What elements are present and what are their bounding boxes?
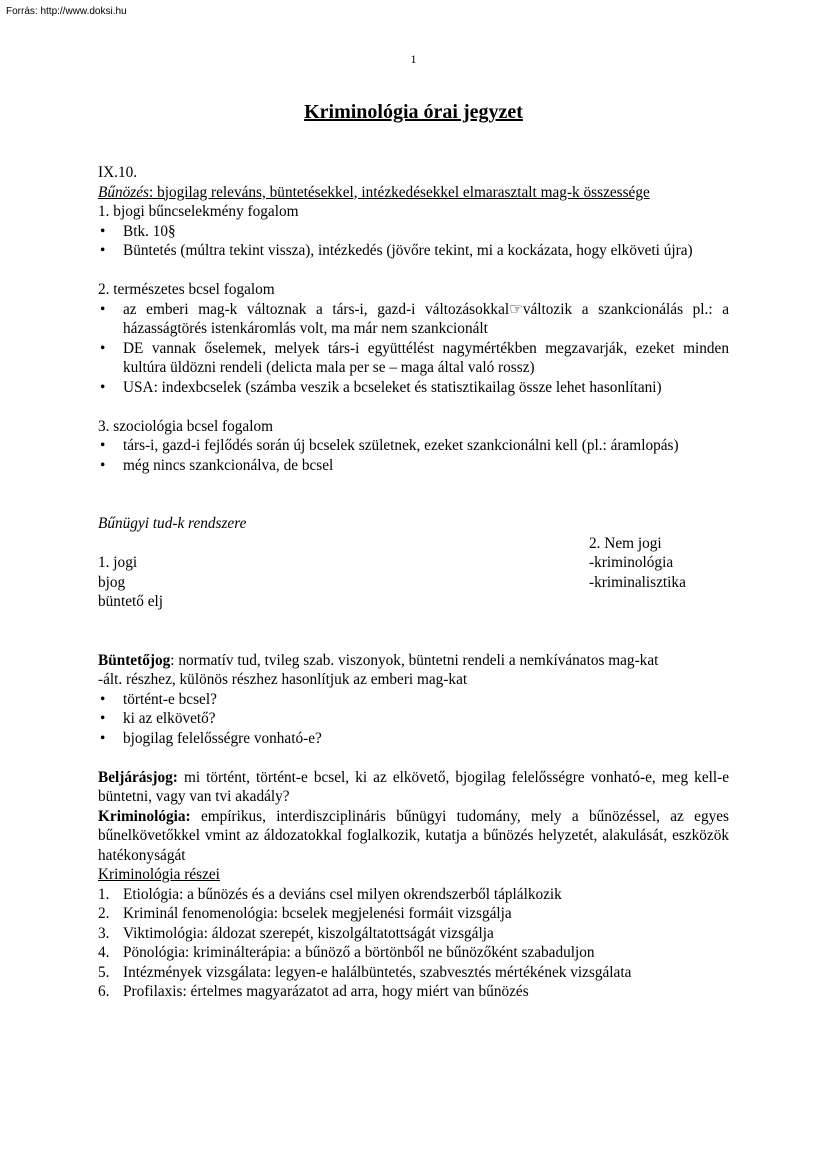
system-left-column [98, 534, 163, 612]
item-text: Kriminál fenomenológia: bcselek megjelenési formáit vizsgálja [123, 905, 512, 922]
page-title: Kriminológia órai jegyzet [304, 101, 523, 123]
list-item [98, 885, 729, 905]
section2-heading: 2. természetes bcsel fogalom [98, 281, 275, 298]
section2-list [98, 300, 729, 398]
list-item [98, 963, 729, 983]
section1-list [98, 222, 729, 261]
criminal-law-text: : normatív tud, tvileg szab. viszonyok, büntetni rendeli a nemkívánatos mag-kat [170, 651, 659, 669]
system-left-item: bjog [98, 573, 126, 591]
item-text: Intézmények vizsgálata: legyen-e halálbüntetés, szabvesztés mértékének vizsgálata [123, 963, 632, 981]
procedure-law-text: mi történt, történt-e bcsel, ki az elkövető, bjogilag felelősségre vonható-e, meg kell-e büntetni, vagy van tvi akadály? [98, 768, 729, 805]
item-text: Profilaxis: értelmes magyarázatot ad arra, hogy miért van bűnözés [123, 983, 529, 1000]
system-left-item: büntető elj [98, 593, 163, 610]
list-item: • ki az elkövető? [98, 709, 729, 729]
list-item [98, 943, 729, 963]
list-item [98, 924, 729, 944]
system-right-item: -kriminalisztika [589, 573, 686, 591]
parts-list [98, 885, 729, 1002]
system-columns [98, 534, 729, 612]
item-text: Viktimológia: áldozat szerepét, kiszolgáltatottságát vizsgálja [123, 924, 494, 942]
crime-term: Bűnözés [98, 183, 149, 201]
list-item [98, 904, 729, 924]
system-right-column [589, 534, 729, 612]
criminology-definition [98, 807, 729, 866]
section1-heading: 1. bjogi bűncselekmény fogalom [98, 203, 299, 220]
system-left-item: 1. jogi [98, 554, 138, 571]
item-number: 2. [98, 905, 110, 922]
item-text: Pönológia: kriminálterápia: a bűnöző a börtönből ne bűnözőként szabaduljon [123, 944, 595, 961]
criminal-law-term: Büntetőjog [98, 651, 171, 669]
source-label: Forrás: http://www.doksi.hu [6, 6, 127, 17]
list-item: • Btk. 10§ [98, 222, 729, 242]
parts-heading: Kriminológia részei [98, 866, 220, 883]
list-item: • DE vannak őselemek, melyek társ-i együttélést nagymértékben megzavarják, ezeket minden kultúra üldözni rendeli (delicta mala per se – maga által való rossz) [98, 339, 729, 378]
system-right-item: 2. Nem jogi [589, 534, 662, 552]
procedure-law-term: Beljárásjog: [98, 768, 178, 786]
document-body [98, 163, 729, 1002]
page-number: 1 [410, 52, 417, 66]
item-number: 5. [98, 963, 110, 981]
list-item: • még nincs szankcionálva, de bcsel [98, 456, 729, 476]
criminology-text: empírikus, interdiszciplináris bűnügyi tudomány, mely a bűnözéssel, az egyes bűnelkövetőkkel vmint az áldozatokkal foglalkozik, kutatja a bűnözés helyzetét, alakulását, eszközök hatékonyságát [98, 807, 729, 864]
criminal-law-line2: -ált. részhez, különös részhez hasonlítjuk az emberi mag-kat [98, 671, 468, 688]
criminology-term: Kriminológia: [98, 807, 191, 825]
section3-heading: 3. szociológia bcsel fogalom [98, 417, 274, 435]
item-text: Etiológia: a bűnözés és a deviáns csel milyen okrendszerből táplálkozik [123, 885, 562, 903]
item-number: 3. [98, 924, 110, 942]
system-title: Bűnügyi tud-k rendszere [98, 515, 247, 532]
item-number: 1. [98, 885, 110, 903]
section3-list [98, 436, 729, 475]
list-item: • bjogilag felelősségre vonható-e? [98, 729, 729, 749]
criminal-law-definition [98, 651, 729, 671]
list-item: • az emberi mag-k változnak a társ-i, gazd-i változásokkal☞változik a szankcionálás pl.: a házasságtörés istenkáromlás volt, ma már nem szankcionált [98, 300, 729, 339]
criminal-law-list [98, 690, 729, 749]
list-item: • társ-i, gazd-i fejlődés során új bcselek születnek, ezeket szankcionálni kell (pl.: áramlopás) [98, 436, 729, 456]
crime-definition-text: : bjogilag releváns, büntetésekkel, intézkedésekkel elmarasztalt mag-k összessége [149, 183, 650, 201]
system-right-item: -kriminológia [589, 554, 674, 571]
procedure-law-definition [98, 768, 729, 807]
list-item: • USA: indexbcselek (számba veszik a bcseleket és statisztikailag össze lehet hasonlítani) [98, 378, 729, 398]
list-item: • történt-e bcsel? [98, 690, 729, 710]
item-number: 4. [98, 944, 110, 961]
list-item [98, 982, 729, 1002]
date-line: IX.10. [98, 164, 138, 181]
list-item: • Büntetés (múltra tekint vissza), intézkedés (jövőre tekint, mi a kockázata, hogy elköveti újra) [98, 241, 729, 261]
crime-definition [98, 183, 729, 203]
item-number: 6. [98, 983, 110, 1000]
